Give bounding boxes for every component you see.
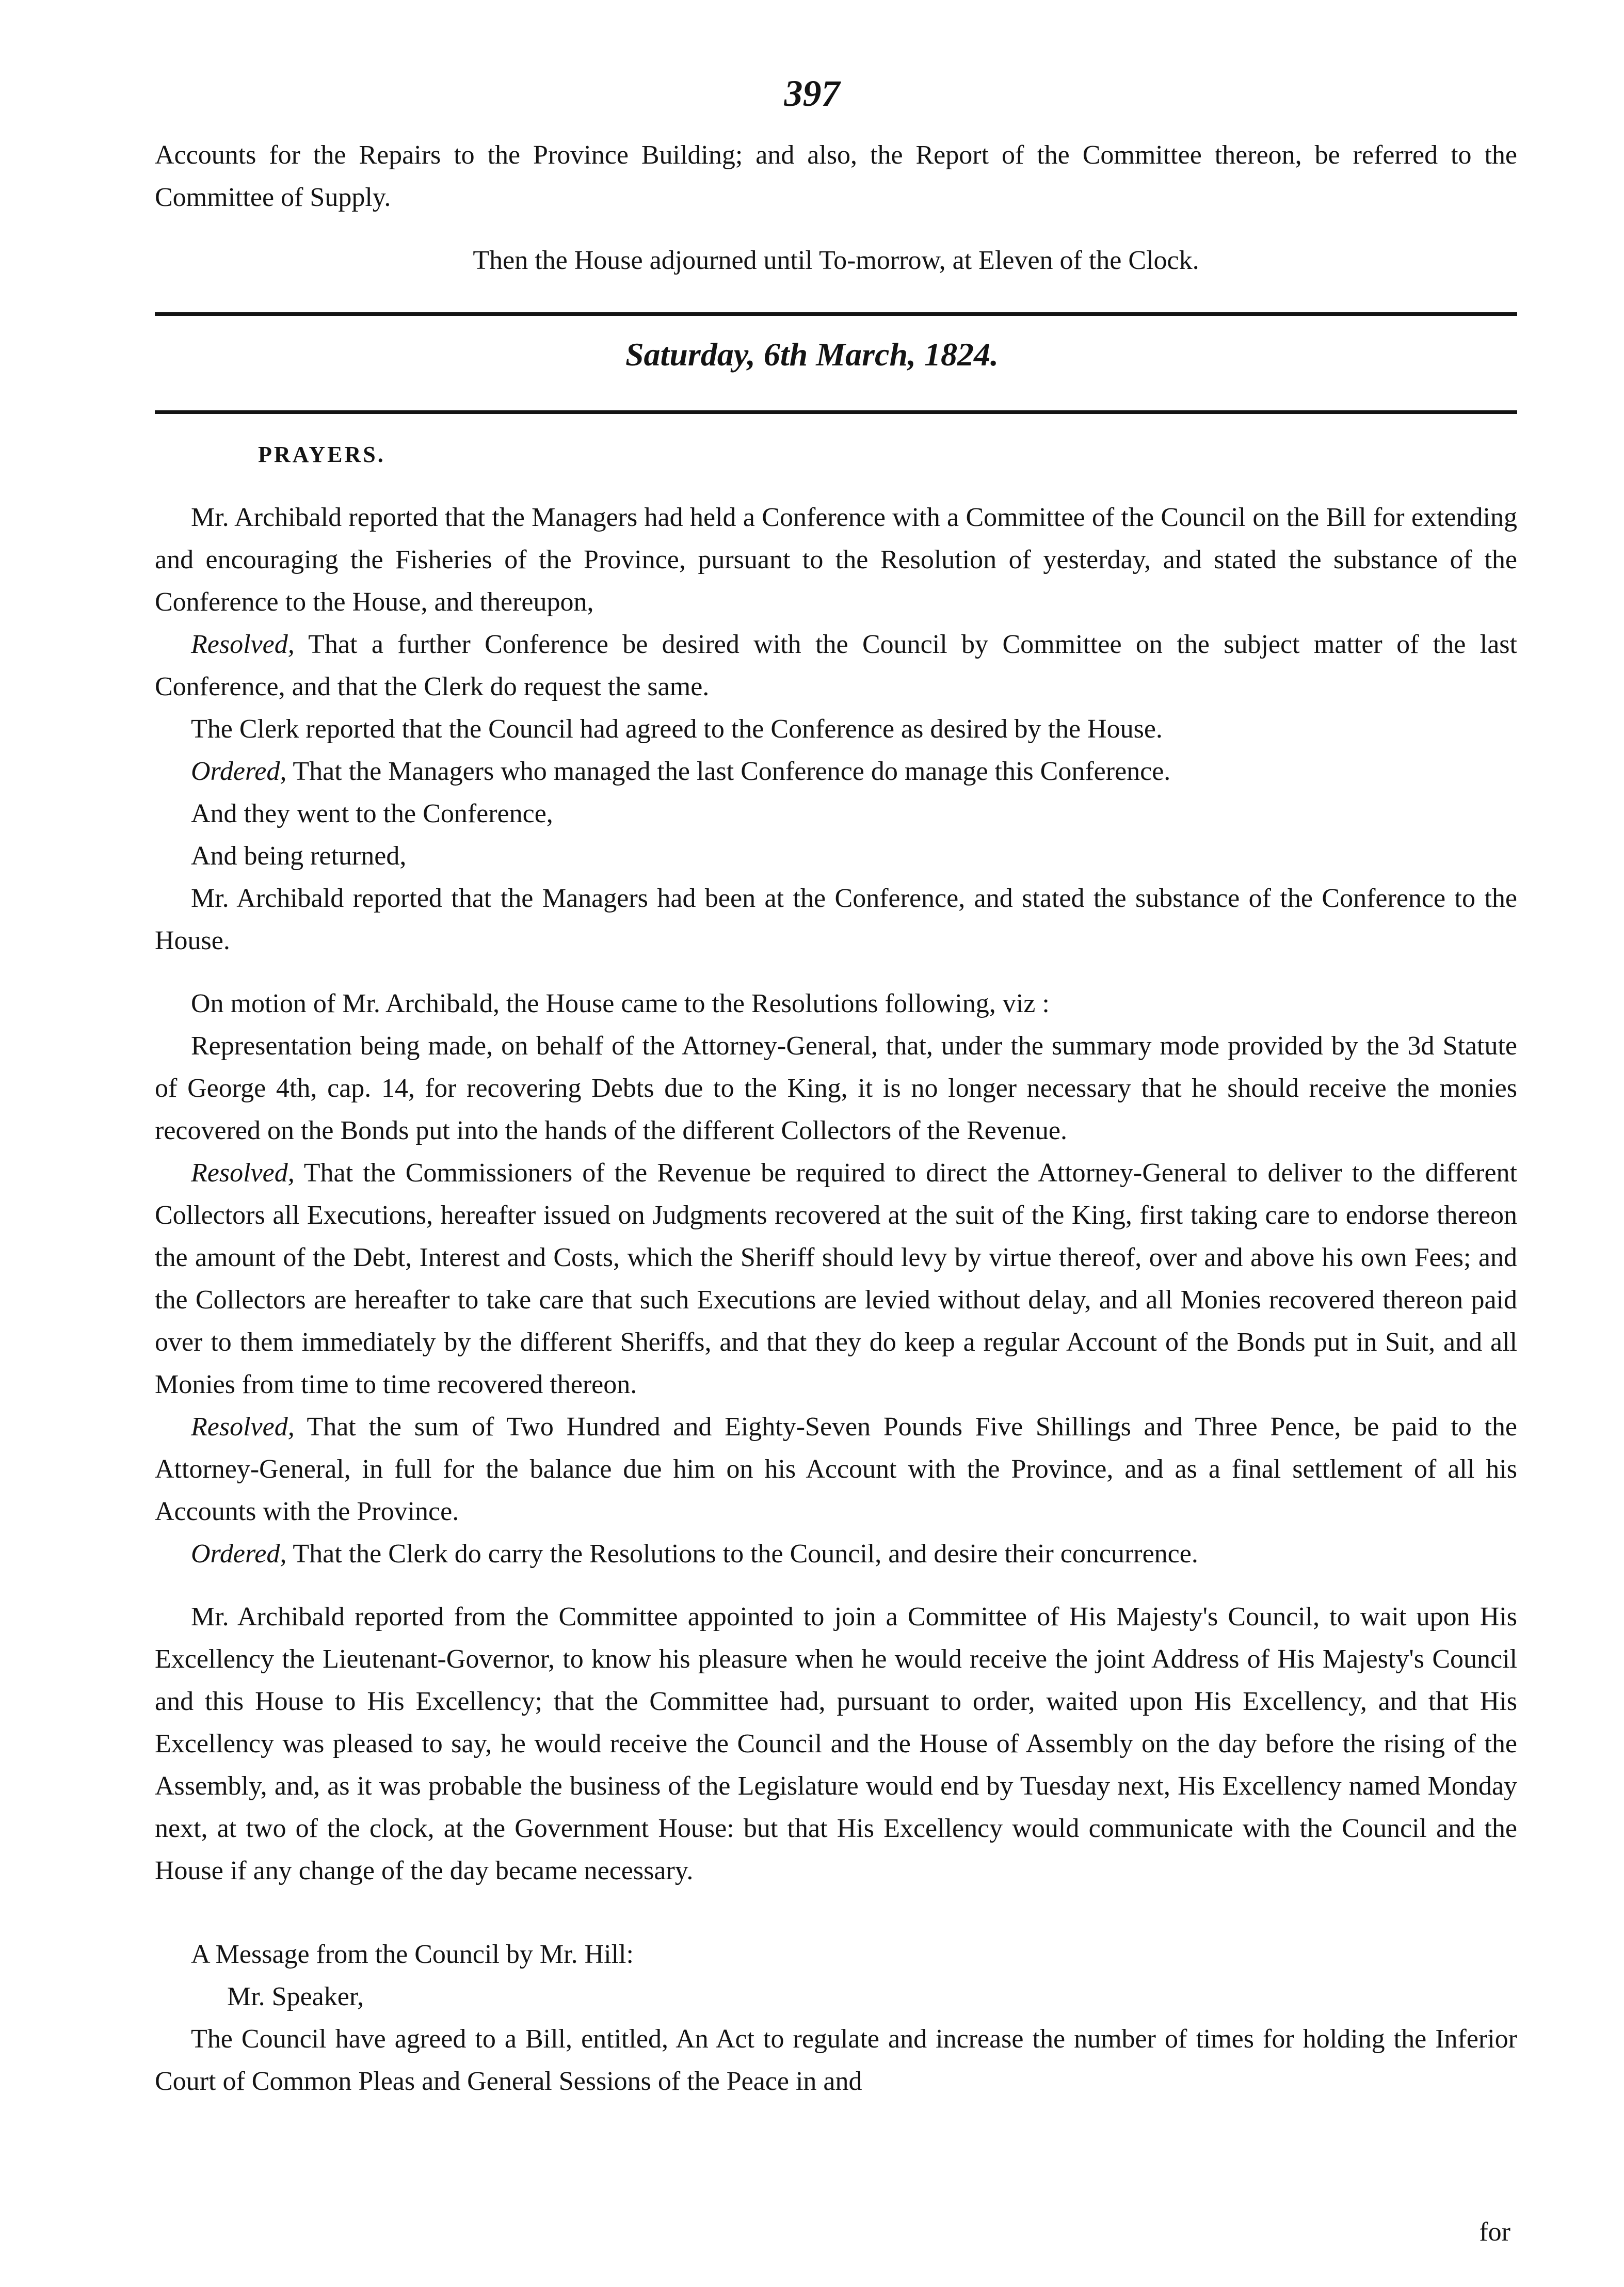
ordered-text: That the Managers who managed the last Conference do manage this Conference. [286, 757, 1171, 786]
resolved-label: Resolved, [191, 1412, 295, 1442]
message-intro: A Message from the Council by Mr. Hill: [191, 1940, 634, 1969]
bottom-rule [155, 410, 1517, 414]
resolved-executions [155, 1152, 1517, 1406]
date-heading: Saturday, 6th March, 1824. [625, 336, 999, 373]
resolved-further-conference [155, 623, 1517, 708]
resolved-text: That the Commissioners of the Revenue be required to direct the Attorney-General to deliver to the different Collectors all Executions, hereafter issued on Judgments recovered at the suit of the King, first taking care to endorse thereon the amount of the Debt, Interest and Costs, which the Sheriff should levy by virtue thereof, over and above his own Fees; and the Collectors are hereafter to take care that such Executions are levied without delay, and all Monies recovered thereon paid over to them immediately by the different Sheriffs, and that they do keep a regular Account of the Bonds put in Suit, and all Monies from time to time recovered thereon. [155, 1158, 1517, 1399]
clerk-report: The Clerk reported that the Council had agreed to the Conference as desired by the House. [191, 714, 1163, 744]
page-number: 397 [784, 73, 840, 114]
ordered-managers [155, 750, 1517, 793]
address-report: Mr. Archibald reported from the Committee appointed to join a Committee of His Majesty's Council, to wait upon His Excellency the Lieutenant-Governor, to know his pleasure when he would receive the joint Address of His Majesty's Council and this House to His Excellency; that the Committee had, pursuant to order, waited upon His Excellency, and that His Excellency was pleased to say, he would receive the Council and the House of Assembly on the day before the rising of the Assembly, and, as it was probable the business of the Legislature would end by Tuesday next, His Excellency named Monday next, at two of the clock, at the Government House: but that His Excellency would communicate with the Council and the House if any change of the day became necessary. [155, 1602, 1517, 1885]
motion-intro: On motion of Mr. Archibald, the House came to the Resolutions following, viz : [191, 989, 1050, 1018]
adjournment-line: Then the House adjourned until To-morrow, at Eleven of the Clock. [473, 246, 1199, 275]
resolved-payment [155, 1406, 1517, 1533]
continuation-paragraph: Accounts for the Repairs to the Province Building; and also, the Report of the Committee thereon, be referred to the Committee of Supply. [155, 140, 1517, 212]
being-returned: And being returned, [191, 841, 407, 871]
prayers-heading: PRAYERS. [258, 442, 385, 467]
message-salutation: Mr. Speaker, [227, 1982, 364, 2011]
resolved-text: That the sum of Two Hundred and Eighty-Seven Pounds Five Shillings and Three Pence, be paid to the Attorney-General, in full for the balance due him on his Account with the Province, and as a final settlement of all his Accounts with the Province. [155, 1412, 1517, 1526]
proceedings [155, 434, 1517, 2103]
top-rule [155, 312, 1517, 316]
ordered-resolutions [155, 1533, 1517, 1575]
resolved-label: Resolved, [191, 630, 295, 659]
resolved-text: That a further Conference be desired with the Council by Committee on the subject matter of the last Conference, and that the Clerk do request the same. [155, 630, 1517, 701]
ordered-label: Ordered, [191, 757, 287, 786]
conference-report: Mr. Archibald reported that the Managers had held a Conference with a Committee of the Council on the Bill for extending and encouraging the Fisheries of the Province, pursuant to the Resolution of yesterday, and stated the substance of the Conference to the House, and thereupon, [155, 503, 1517, 617]
managers-reported: Mr. Archibald reported that the Managers had been at the Conference, and stated the substance of the Conference to the House. [155, 884, 1517, 955]
ordered-label: Ordered, [191, 1539, 287, 1569]
ordered-text: That the Clerk do carry the Resolutions to the Council, and desire their concurrence. [286, 1539, 1198, 1569]
top-section [155, 134, 1517, 282]
representation-paragraph: Representation being made, on behalf of the Attorney-General, that, under the summary mode provided by the 3d Statute of George 4th, cap. 14, for recovering Debts due to the King, it is no longer necessary that he should receive the monies recovered on the Bonds put into the hands of the different Collectors of the Revenue. [155, 1031, 1517, 1145]
went-to-conference: And they went to the Conference, [191, 799, 553, 828]
catchword: for [1479, 2217, 1510, 2247]
message-text: The Council have agreed to a Bill, entitled, An Act to regulate and increase the number of times for holding the Inferior Court of Common Pleas and General Sessions of the Peace in and [155, 2024, 1517, 2096]
resolved-label: Resolved, [191, 1158, 295, 1188]
